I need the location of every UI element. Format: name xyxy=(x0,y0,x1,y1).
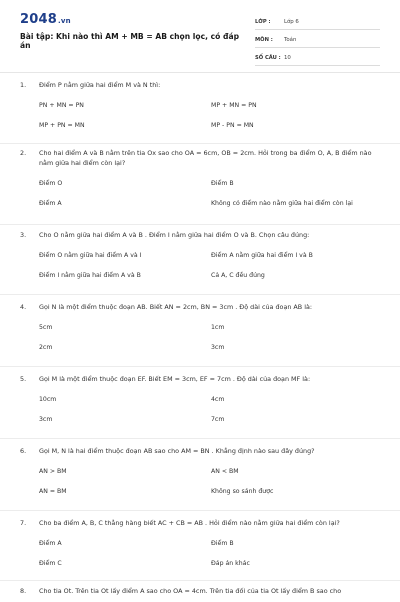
meta-label: MÔN : xyxy=(255,36,273,43)
answer-option[interactable]: Cả A, C đều đúng xyxy=(211,272,265,279)
question-number: 5. xyxy=(20,375,27,383)
meta-value: Lớp 6 xyxy=(284,18,299,25)
question-divider xyxy=(0,438,400,439)
answer-option[interactable]: 5cm xyxy=(39,324,53,331)
question-number: 4. xyxy=(20,303,27,311)
answer-option[interactable]: Điểm I nằm giữa hai điểm A và B xyxy=(39,272,141,279)
question-text: Cho ba điểm A, B, C thẳng hàng biết AC + CB = AB . Hỏi điểm nào nằm giữa hai điểm còn lại? xyxy=(39,519,340,527)
answer-option[interactable]: AN = BM xyxy=(39,488,67,495)
meta-value: 10 xyxy=(284,54,291,61)
answer-option[interactable]: PN + MN = PN xyxy=(39,102,84,109)
answer-option[interactable]: MP + PN = MN xyxy=(39,122,85,129)
answer-option[interactable]: Điểm C xyxy=(39,560,62,567)
worksheet-meta xyxy=(255,14,380,68)
answer-option[interactable]: MP - PN = MN xyxy=(211,122,254,129)
answer-option[interactable]: Điểm O xyxy=(39,180,63,187)
question-2 xyxy=(0,148,400,230)
answer-options xyxy=(39,252,384,280)
answer-options xyxy=(39,468,384,496)
answer-option[interactable]: Điểm A xyxy=(39,540,62,547)
question-number: 8. xyxy=(20,587,27,595)
answer-options xyxy=(39,324,384,352)
question-number: 6. xyxy=(20,447,27,455)
answer-option[interactable]: Điểm B xyxy=(211,180,234,187)
answer-option[interactable]: 1cm xyxy=(211,324,225,331)
answer-option[interactable]: 7cm xyxy=(211,416,225,423)
question-text: Gọi M, N là hai điểm thuộc đoạn AB sao cho AM = BN . Khẳng định nào sau đây đúng? xyxy=(39,447,315,455)
answer-option[interactable]: Không có điểm nào nằm giữa hai điểm còn lại xyxy=(211,200,353,207)
question-divider xyxy=(0,510,400,511)
question-text: Cho O nằm giữa hai điểm A và B . Điểm I nằm giữa hai điểm O và B. Chọn câu đúng: xyxy=(39,231,310,239)
question-text: Gọi M là một điểm thuộc đoạn EF. Biết EM = 3cm, EF = 7cm . Độ dài của đoạn MF là: xyxy=(39,375,311,383)
worksheet-title: Bài tập: Khi nào thì AM + MB = AB chọn lọc, có đáp án xyxy=(20,32,240,50)
answer-option[interactable]: 3cm xyxy=(211,344,225,351)
question-list xyxy=(0,80,400,602)
answer-option[interactable]: Không so sánh được xyxy=(211,488,274,495)
question-divider xyxy=(0,366,400,367)
logo-suffix: .vn xyxy=(57,17,71,25)
site-logo[interactable] xyxy=(20,12,71,27)
answer-option[interactable]: AN < BM xyxy=(211,468,239,475)
answer-options xyxy=(39,102,384,130)
question-text: Cho tia Ot. Trên tia Ot lấy điểm A sao cho OA = 4cm. Trên tia đối của tia Ot lấy điểm B sao cho xyxy=(39,587,342,595)
answer-option[interactable]: Điểm O nằm giữa hai điểm A và I xyxy=(39,252,142,259)
question-text: Gọi N là một điểm thuộc đoạn AB. Biết AN = 2cm, BN = 3cm . Độ dài của đoạn AB là: xyxy=(39,303,313,311)
answer-options xyxy=(39,396,384,424)
logo-text: 2048 xyxy=(20,12,57,27)
meta-row-subject xyxy=(255,32,380,48)
question-1 xyxy=(0,80,400,148)
meta-value: Toán xyxy=(284,36,297,43)
page-header xyxy=(0,0,400,70)
answer-options xyxy=(39,180,384,208)
question-6 xyxy=(0,446,400,518)
question-7 xyxy=(0,518,400,586)
meta-label: SỐ CÂU : xyxy=(255,54,281,61)
meta-row-count xyxy=(255,50,380,66)
question-divider xyxy=(0,580,400,581)
question-5 xyxy=(0,374,400,446)
question-number: 7. xyxy=(20,519,27,527)
answer-option[interactable]: MP + MN = PN xyxy=(211,102,257,109)
question-text: Cho hai điểm A và B nằm trên tia Ox sao cho OA = 6cm, OB = 2cm. Hỏi trong ba điểm O, A, B điểm nào nằm giữa hai điểm còn lại? xyxy=(39,149,372,167)
question-divider xyxy=(0,294,400,295)
answer-options xyxy=(39,540,384,568)
header-divider xyxy=(0,72,400,73)
answer-option[interactable]: 10cm xyxy=(39,396,57,403)
answer-option[interactable]: 3cm xyxy=(39,416,53,423)
question-number: 3. xyxy=(20,231,27,239)
question-number: 1. xyxy=(20,81,27,89)
question-divider xyxy=(0,143,400,144)
meta-row-grade xyxy=(255,14,380,30)
question-4 xyxy=(0,302,400,374)
meta-label: LỚP : xyxy=(255,18,271,25)
question-text: Điểm P nằm giữa hai điểm M và N thì: xyxy=(39,81,161,89)
question-divider xyxy=(0,224,400,225)
question-3 xyxy=(0,230,400,302)
answer-option[interactable]: Điểm A nằm giữa hai điểm I và B xyxy=(211,252,313,259)
answer-option[interactable]: 2cm xyxy=(39,344,53,351)
answer-option[interactable]: Điểm A xyxy=(39,200,62,207)
answer-option[interactable]: Đáp án khác xyxy=(211,560,250,567)
answer-option[interactable]: Điểm B xyxy=(211,540,234,547)
answer-option[interactable]: AN > BM xyxy=(39,468,67,475)
answer-option[interactable]: 4cm xyxy=(211,396,225,403)
question-number: 2. xyxy=(20,149,27,157)
